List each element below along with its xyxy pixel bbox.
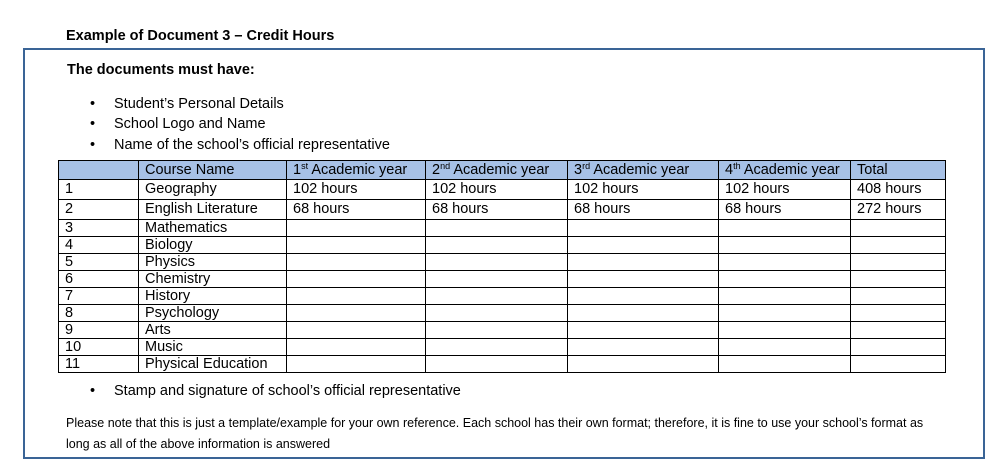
table-cell bbox=[719, 356, 851, 373]
document-title: Example of Document 3 – Credit Hours bbox=[66, 28, 335, 44]
table-cell bbox=[426, 271, 568, 288]
table-cell bbox=[287, 339, 426, 356]
template-note: Please note that this is just a template/example for your own reference. Each school has their own format; therefore, it is fine to use your school’s format as long as all of the above information is answered bbox=[66, 416, 924, 451]
table-cell bbox=[719, 322, 851, 339]
table-header-row bbox=[59, 161, 946, 180]
table-cell bbox=[287, 322, 426, 339]
table-cell: Mathematics bbox=[139, 220, 287, 237]
column-header: Total bbox=[851, 161, 946, 180]
table-cell: Physical Education bbox=[139, 356, 287, 373]
table-cell: 6 bbox=[59, 271, 139, 288]
table-cell: Arts bbox=[139, 322, 287, 339]
table-cell bbox=[287, 271, 426, 288]
table-cell: 102 hours bbox=[719, 180, 851, 200]
table-cell bbox=[719, 339, 851, 356]
table-cell bbox=[287, 237, 426, 254]
table-cell bbox=[568, 271, 719, 288]
table-cell: 2 bbox=[59, 200, 139, 220]
table-cell: 68 hours bbox=[568, 200, 719, 220]
bullet-item bbox=[90, 94, 284, 114]
table-cell bbox=[426, 288, 568, 305]
table-cell: 102 hours bbox=[426, 180, 568, 200]
table-cell bbox=[287, 305, 426, 322]
bullet-text: Name of the school’s official representative bbox=[114, 137, 390, 153]
table-cell bbox=[851, 237, 946, 254]
table-cell: 10 bbox=[59, 339, 139, 356]
table-cell bbox=[287, 254, 426, 271]
table-row bbox=[59, 271, 946, 288]
table-cell bbox=[851, 356, 946, 373]
table-cell: 68 hours bbox=[719, 200, 851, 220]
table-cell bbox=[719, 305, 851, 322]
table-row bbox=[59, 180, 946, 200]
requirements-heading: The documents must have: bbox=[67, 62, 255, 78]
column-header bbox=[59, 161, 139, 180]
table-cell: Chemistry bbox=[139, 271, 287, 288]
table-row bbox=[59, 288, 946, 305]
table-cell: 272 hours bbox=[851, 200, 946, 220]
table-cell: Psychology bbox=[139, 305, 287, 322]
table-row bbox=[59, 254, 946, 271]
bullet-dot-icon: • bbox=[90, 96, 96, 112]
column-header: 1st Academic year bbox=[287, 161, 426, 180]
bullet-text: School Logo and Name bbox=[114, 116, 266, 132]
table-cell bbox=[568, 339, 719, 356]
bullet-text: Stamp and signature of school’s official representative bbox=[114, 383, 461, 399]
table-cell bbox=[851, 339, 946, 356]
table-cell bbox=[851, 288, 946, 305]
table-cell bbox=[851, 254, 946, 271]
table-cell bbox=[851, 271, 946, 288]
column-header: 4th Academic year bbox=[719, 161, 851, 180]
table-row bbox=[59, 237, 946, 254]
credit-hours-table bbox=[58, 160, 946, 373]
table-cell bbox=[426, 356, 568, 373]
table-cell: 1 bbox=[59, 180, 139, 200]
table-cell: 102 hours bbox=[287, 180, 426, 200]
table-row bbox=[59, 339, 946, 356]
table-cell: 8 bbox=[59, 305, 139, 322]
column-header: Course Name bbox=[139, 161, 287, 180]
column-header: 3rd Academic year bbox=[568, 161, 719, 180]
bullet-dot-icon: • bbox=[90, 137, 96, 153]
table-row bbox=[59, 305, 946, 322]
bullet-item bbox=[90, 135, 390, 155]
table-cell bbox=[851, 220, 946, 237]
table-row bbox=[59, 200, 946, 220]
table-cell bbox=[568, 322, 719, 339]
table-cell bbox=[426, 254, 568, 271]
table-cell bbox=[851, 322, 946, 339]
table-cell bbox=[568, 237, 719, 254]
table-row bbox=[59, 322, 946, 339]
table-body bbox=[59, 180, 946, 373]
table-cell: 68 hours bbox=[426, 200, 568, 220]
bullet-dot-icon: • bbox=[90, 383, 96, 399]
table-cell: Physics bbox=[139, 254, 287, 271]
table-cell bbox=[426, 339, 568, 356]
table-cell bbox=[719, 237, 851, 254]
table-cell: 68 hours bbox=[287, 200, 426, 220]
table-row bbox=[59, 220, 946, 237]
table-cell: English Literature bbox=[139, 200, 287, 220]
table-cell bbox=[719, 288, 851, 305]
table-cell: Biology bbox=[139, 237, 287, 254]
table-cell bbox=[287, 220, 426, 237]
table-cell: 102 hours bbox=[568, 180, 719, 200]
table-cell: 5 bbox=[59, 254, 139, 271]
table-cell bbox=[287, 288, 426, 305]
table-cell bbox=[719, 220, 851, 237]
bullet-text: Student’s Personal Details bbox=[114, 96, 284, 112]
table-cell bbox=[287, 356, 426, 373]
table-cell: 7 bbox=[59, 288, 139, 305]
table-cell bbox=[719, 254, 851, 271]
table-cell bbox=[426, 237, 568, 254]
bullet-item bbox=[90, 114, 266, 134]
table-cell bbox=[719, 271, 851, 288]
table-row bbox=[59, 356, 946, 373]
table-cell bbox=[568, 356, 719, 373]
table-cell: Music bbox=[139, 339, 287, 356]
table-cell: 408 hours bbox=[851, 180, 946, 200]
bullet-dot-icon: • bbox=[90, 116, 96, 132]
table-cell bbox=[426, 220, 568, 237]
table-cell bbox=[568, 305, 719, 322]
table-cell: 3 bbox=[59, 220, 139, 237]
table-cell: Geography bbox=[139, 180, 287, 200]
table-cell bbox=[568, 254, 719, 271]
column-header: 2nd Academic year bbox=[426, 161, 568, 180]
table-cell bbox=[426, 305, 568, 322]
table-cell: 4 bbox=[59, 237, 139, 254]
table-cell bbox=[851, 305, 946, 322]
table-cell: History bbox=[139, 288, 287, 305]
table-cell bbox=[568, 220, 719, 237]
table-cell bbox=[426, 322, 568, 339]
table-cell: 11 bbox=[59, 356, 139, 373]
bullet-item bbox=[90, 381, 461, 401]
table-cell: 9 bbox=[59, 322, 139, 339]
table-cell bbox=[568, 288, 719, 305]
